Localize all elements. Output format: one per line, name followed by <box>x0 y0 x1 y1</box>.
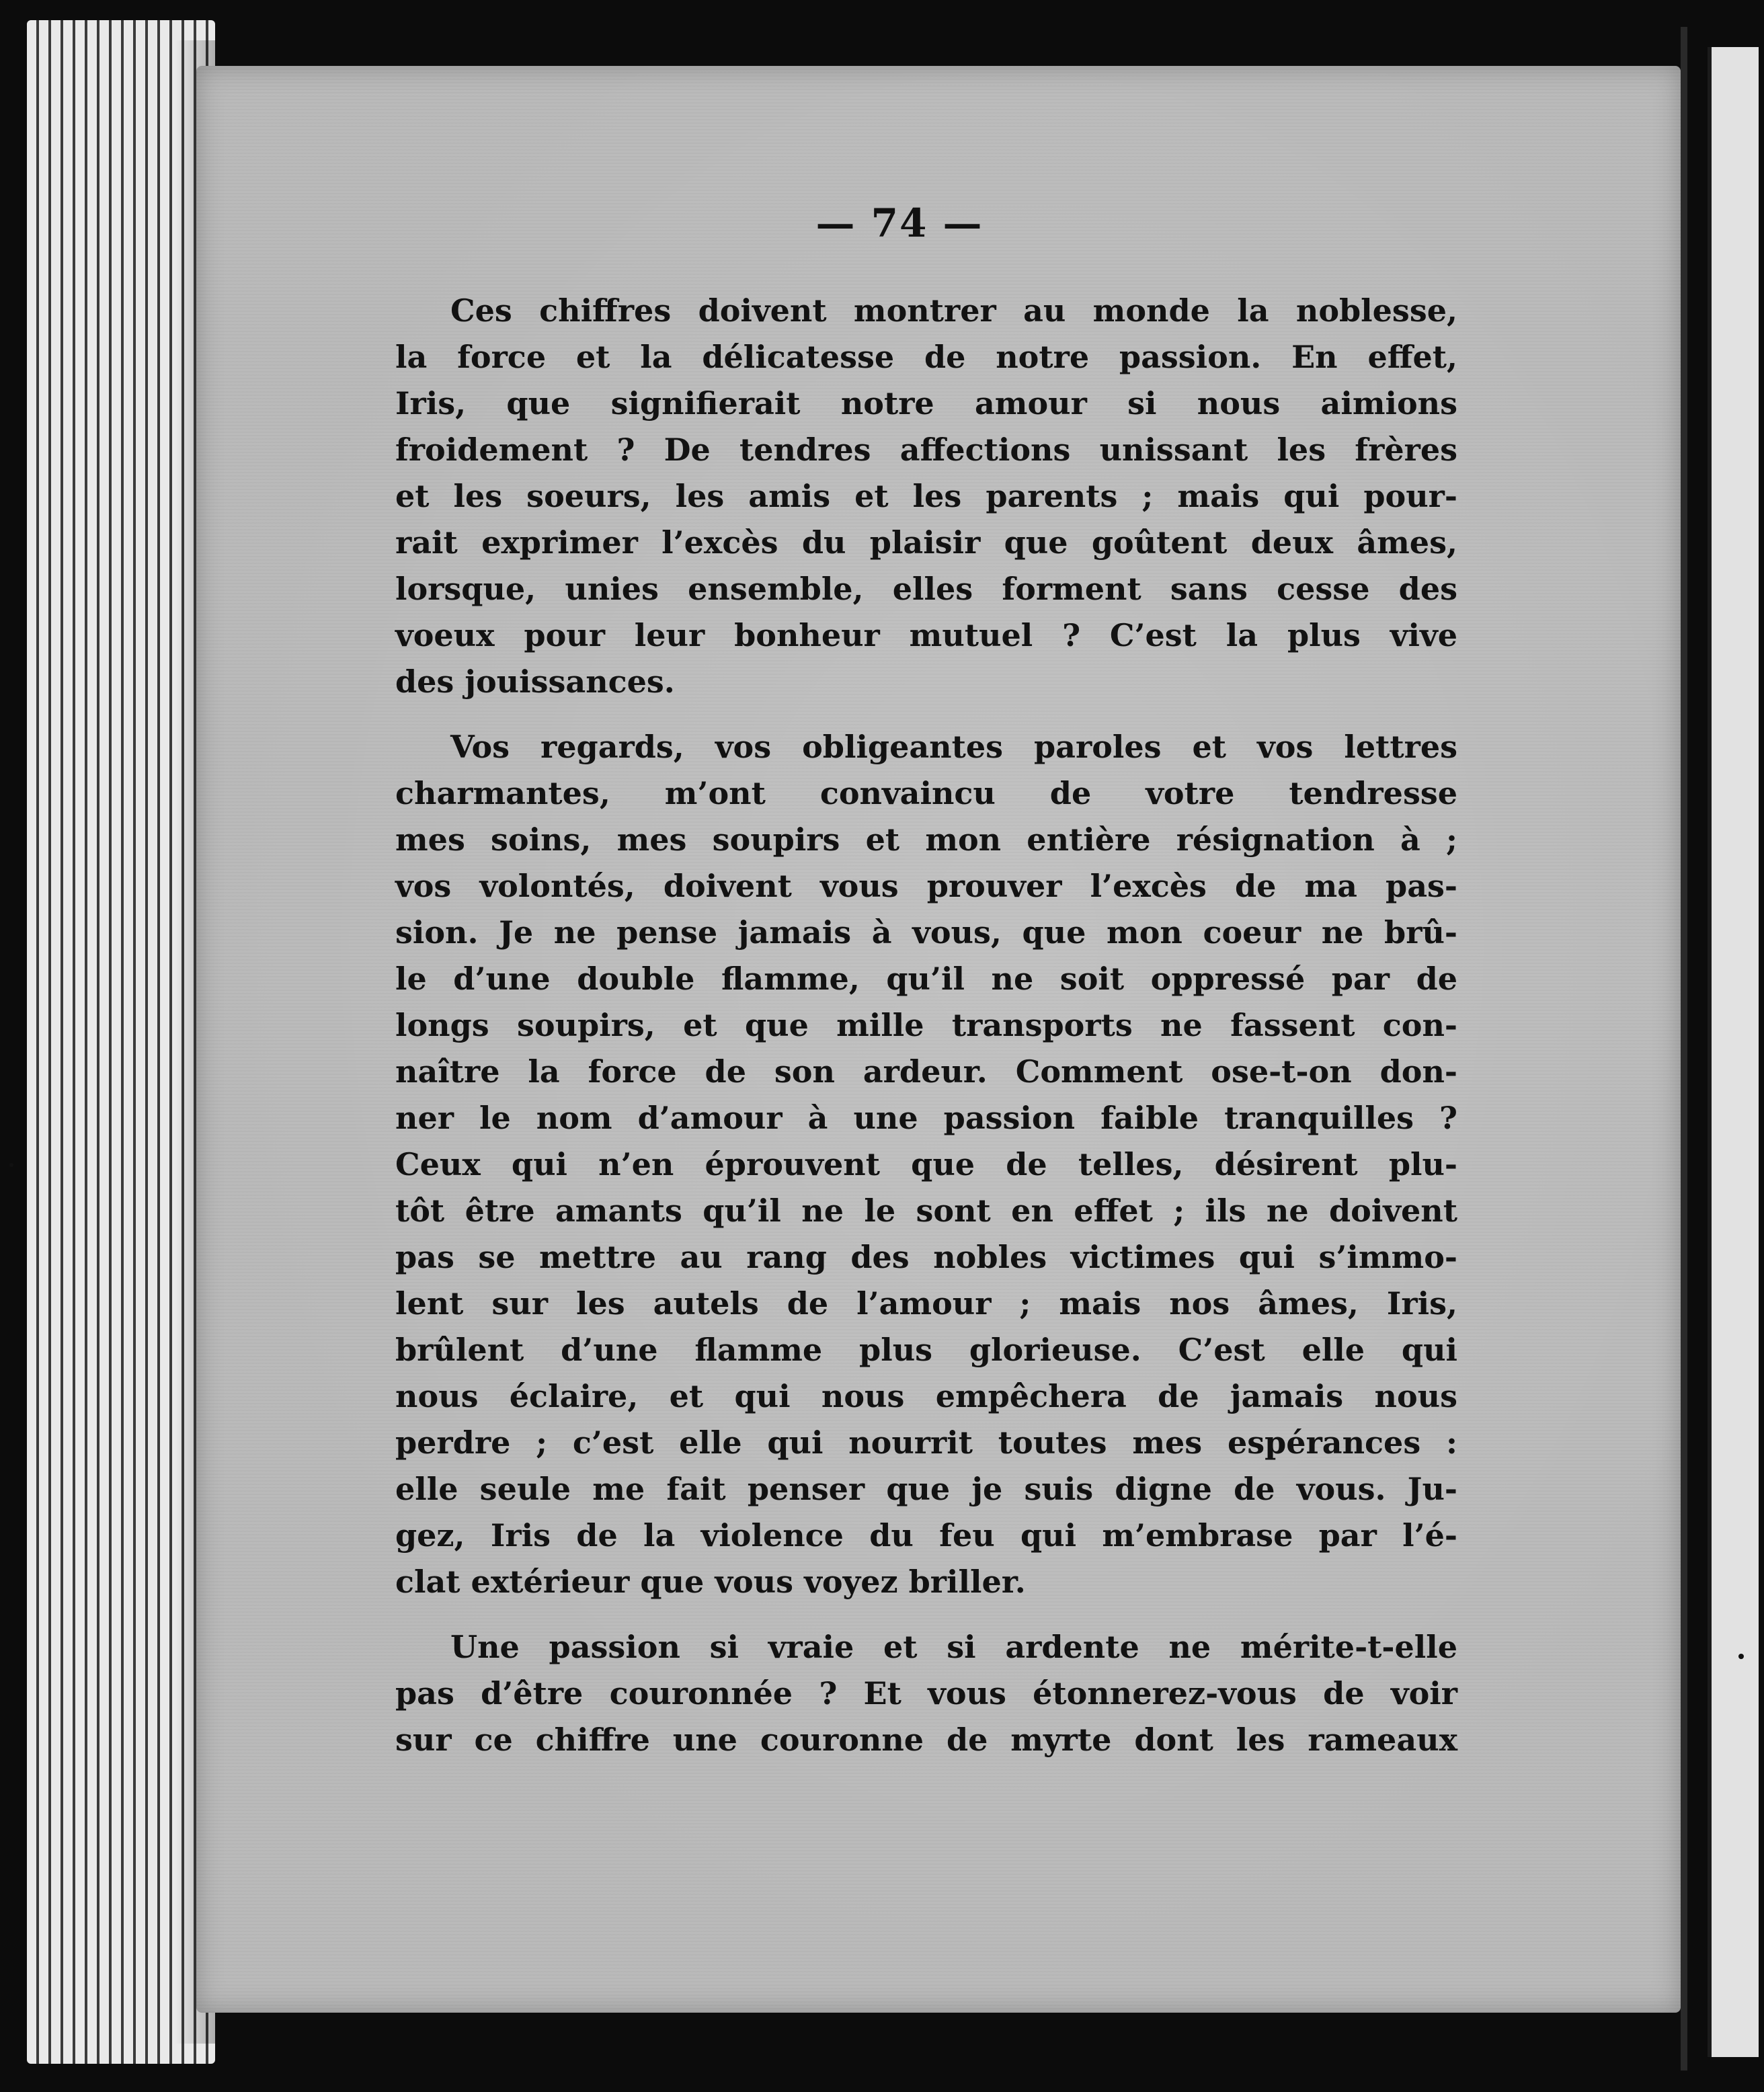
binding-line <box>1681 27 1687 2070</box>
dust-speck <box>9 1163 13 1167</box>
text-line: vos volontés, doivent vous prouver l’excès de ma pas- <box>395 868 1457 904</box>
text-line: Une passion si vraie et si ardente ne mérite-t-elle <box>450 1629 1457 1665</box>
adjacent-page-edge <box>1708 47 1759 2057</box>
paragraph-3 <box>395 1624 1457 1763</box>
text-line: la force et la délicatesse de notre passion. En effet, <box>395 339 1457 375</box>
text-line: et les soeurs, les amis et les parents ; mais qui pour- <box>395 478 1457 514</box>
text-line: Ceux qui n’en éprouvent que de telles, désirent plu- <box>395 1146 1457 1182</box>
page-number: — 74 — <box>815 200 984 246</box>
text-line: clat extérieur que vous voyez briller. <box>395 1564 1026 1600</box>
text-line: naître la force de son ardeur. Comment ose-t-on don- <box>395 1053 1457 1090</box>
text-line: nous éclaire, et qui nous empêchera de jamais nous <box>395 1378 1457 1414</box>
text-line: froidement ? De tendres affections unissant les frères <box>395 432 1457 468</box>
dust-speck <box>1738 1654 1744 1659</box>
text-line: Iris, que signifierait notre amour si nous aimions <box>395 385 1457 421</box>
text-line: rait exprimer l’excès du plaisir que goûtent deux âmes, <box>395 524 1457 561</box>
text-line: charmantes, m’ont convaincu de votre tendresse <box>395 775 1457 811</box>
text-line: sur ce chiffre une couronne de myrte dont les rameaux <box>395 1722 1457 1758</box>
text-line: elle seule me fait penser que je suis digne de vous. Ju- <box>395 1471 1457 1507</box>
text-line: le d’une double flamme, qu’il ne soit oppressé par de <box>395 961 1457 997</box>
text-line: mes soins, mes soupirs et mon entière résignation à ; <box>395 821 1457 858</box>
text-line: gez, Iris de la violence du feu qui m’embrase par l’é- <box>395 1517 1457 1554</box>
text-line: pas d’être couronnée ? Et vous étonnerez-vous de voir <box>395 1675 1457 1712</box>
text-line: lorsque, unies ensemble, elles forment sans cesse des <box>395 571 1457 607</box>
paragraph-1 <box>395 288 1457 705</box>
text-line: tôt être amants qu’il ne le sont en effet ; ils ne doivent <box>395 1193 1457 1229</box>
book-page <box>196 66 1681 2013</box>
text-line: Ces chiffres doivent montrer au monde la noblesse, <box>450 292 1457 329</box>
text-line: des jouissances. <box>395 663 675 700</box>
text-line: voeux pour leur bonheur mutuel ? C’est la plus vive <box>395 617 1457 653</box>
text-line: longs soupirs, et que mille transports ne fassent con- <box>395 1007 1457 1043</box>
text-line: Vos regards, vos obligeantes paroles et vos lettres <box>450 729 1457 765</box>
text-line: lent sur les autels de l’amour ; mais nos âmes, Iris, <box>395 1285 1457 1322</box>
paragraph-2 <box>395 724 1457 1605</box>
text-line: sion. Je ne pense jamais à vous, que mon coeur ne brû- <box>395 914 1457 951</box>
text-line: ner le nom d’amour à une passion faible tranquilles ? <box>395 1100 1457 1136</box>
text-line: pas se mettre au rang des nobles victimes qui s’immo- <box>395 1239 1457 1275</box>
text-line: brûlent d’une flamme plus glorieuse. C’est elle qui <box>395 1332 1457 1368</box>
body-text <box>395 288 1457 1763</box>
text-line: perdre ; c’est elle qui nourrit toutes mes espérances : <box>395 1424 1457 1461</box>
